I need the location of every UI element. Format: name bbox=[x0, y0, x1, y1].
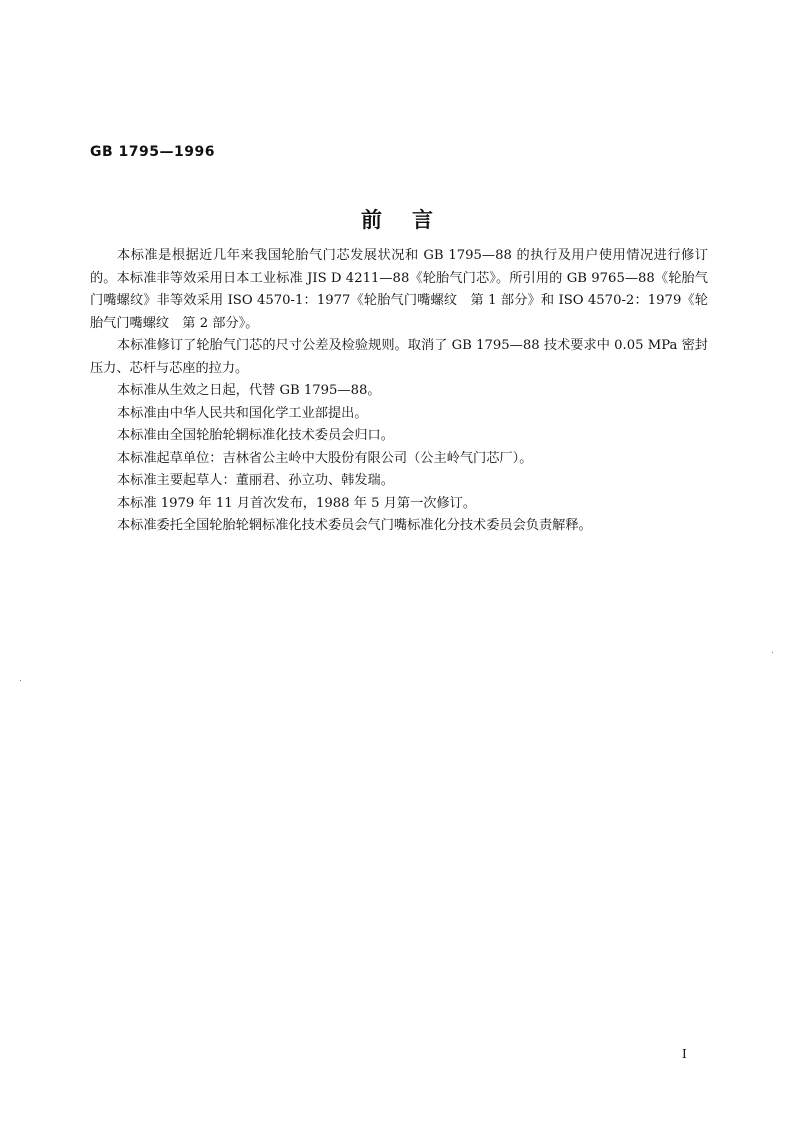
paragraph-drafters: 本标准主要起草人：董丽君、孙立功、韩发瑞。 bbox=[117, 473, 394, 488]
page-number: I bbox=[682, 1047, 687, 1061]
paragraph-revision-content: 本标准修订了轮胎气门芯的尺寸公差及检验规则。取消了 GB 1795—88 技术要求中 0.05 MPa 密封压力、芯杆与芯座的拉力。 bbox=[90, 338, 708, 376]
scan-speck bbox=[772, 652, 773, 653]
paragraph-supersedes: 本标准从生效之日起，代替 GB 1795—88。 bbox=[117, 383, 381, 398]
paragraph-drafting-unit: 本标准起草单位：吉林省公主岭中大股份有限公司（公主岭气门芯厂）。 bbox=[117, 450, 533, 466]
paragraph-revision-basis: 本标准是根据近几年来我国轮胎气门芯发展状况和 GB 1795—88 的执行及用户使用情况进行修订的。本标准非等效采用日本工业标准 JIS D 4211—88《轮胎气门芯》。所引用的 GB 9765—88《轮胎气门嘴螺纹》非等效采用 ISO 4570-1：1977《轮胎气门嘴螺纹 第 1 部分》和 ISO 4570-2：1979《轮胎气门嘴螺纹 第 2 部分》。 bbox=[90, 248, 708, 331]
paragraph-interpretation: 本标准委托全国轮胎轮辋标准化技术委员会气门嘴标准化分技术委员会负责解释。 bbox=[117, 518, 592, 533]
page-title: 前言 bbox=[361, 207, 463, 232]
paragraph-administered-by: 本标准由全国轮胎轮辋标准化技术委员会归口。 bbox=[117, 428, 394, 443]
paragraph-publication-history: 本标准 1979 年 11 月首次发布，1988 年 5 月第一次修订。 bbox=[117, 495, 477, 511]
scan-speck bbox=[20, 680, 21, 681]
standard-code: GB 1795—1996 bbox=[90, 144, 215, 160]
paragraph-proposed-by: 本标准由中华人民共和国化学工业部提出。 bbox=[117, 405, 368, 421]
foreword-body bbox=[90, 245, 708, 538]
